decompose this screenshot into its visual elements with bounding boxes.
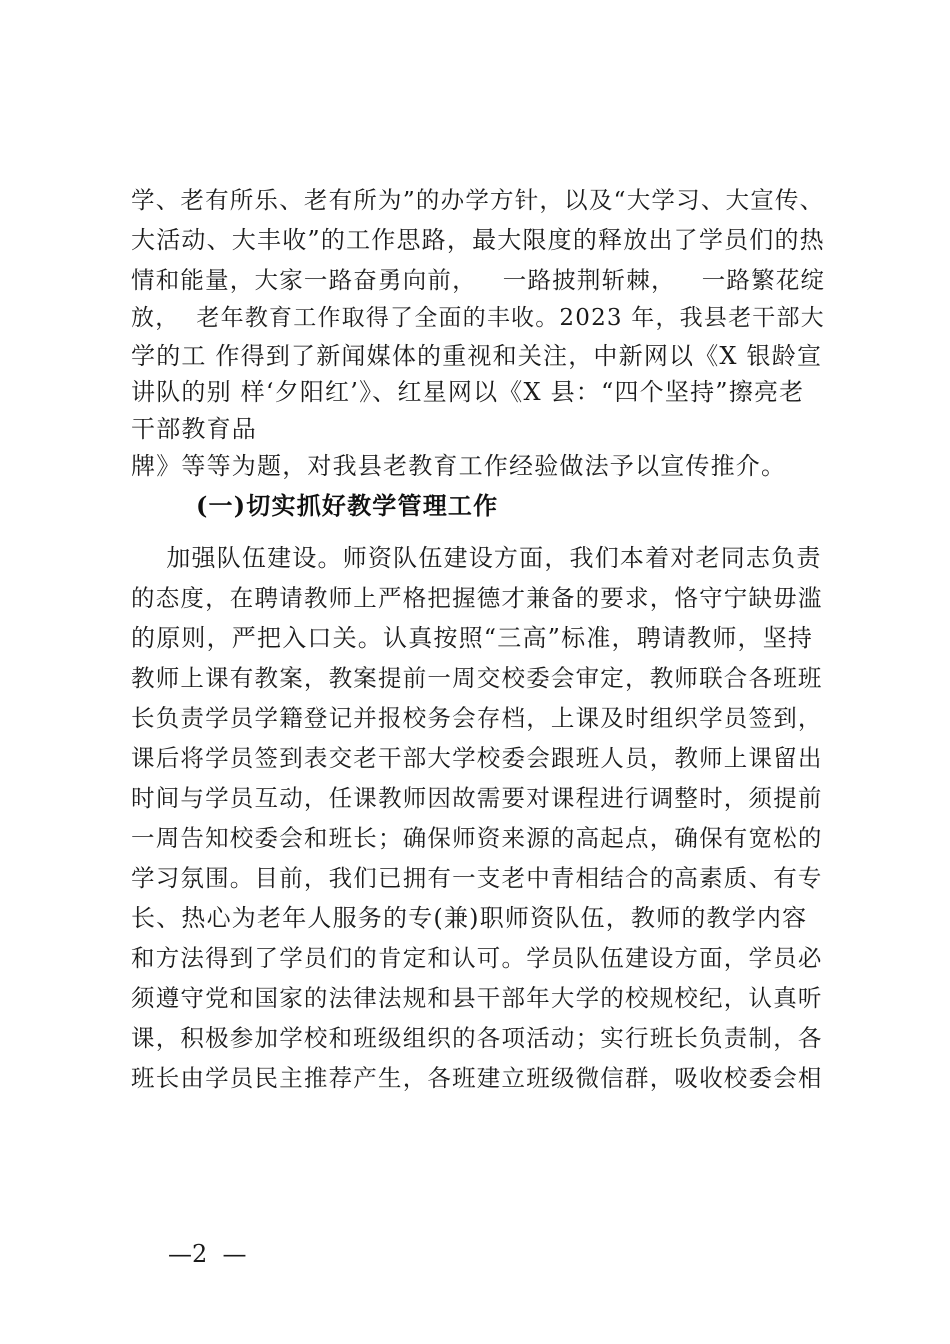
paragraph-2-line-11: 和方法得到了学员们的肯定和认可。学员队伍建设方面，学员必	[131, 944, 823, 972]
paragraph-1-line-5: 学的工 作得到了新闻媒体的重视和关注，中新网以《X 银龄宣	[131, 342, 823, 370]
paragraph-1-line-6: 讲队的别 样‘夕阳红’》、红星网以《X 县：“四个坚持”擦亮老	[131, 378, 805, 406]
page-number: —2 —	[168, 1240, 247, 1268]
paragraph-2-line-7: 时间与学员互动，任课教师因故需要对课程进行调整时，须提前	[131, 784, 823, 812]
paragraph-2-line-2: 的态度，在聘请教师上严格把握德才兼备的要求，恪守宁缺毋滥	[131, 584, 823, 612]
paragraph-2-line-9: 学习氛围。目前，我们已拥有一支老中青相结合的高素质、有专	[131, 864, 823, 892]
paragraph-1-line-7: 干部教育品	[131, 415, 257, 443]
paragraph-2-line-14: 班长由学员民主推荐产生，各班建立班级微信群，吸收校委会相	[131, 1064, 823, 1092]
paragraph-2-line-13: 课，积极参加学校和班级组织的各项活动；实行班长负责制，各	[131, 1024, 823, 1052]
paragraph-1-line-1: 学、老有所乐、老有所为”的办学方针，以及“大学习、大宣传、	[131, 186, 825, 214]
paragraph-2-line-1: 加强队伍建设。师资队伍建设方面，我们本着对老同志负责	[131, 544, 822, 572]
paragraph-2-line-12: 须遵守党和国家的法律法规和县干部年大学的校规校纪，认真听	[131, 984, 823, 1012]
paragraph-1-line-8: 牌》等等为题，对我县老教育工作经验做法予以宣传推介。	[131, 452, 787, 480]
paragraph-1-line-2: 大活动、大丰收”的工作思路，最大限度的释放出了学员们的热	[131, 226, 825, 254]
paragraph-2-line-8: 一周告知校委会和班长；确保师资来源的高起点，确保有宽松的	[131, 824, 823, 852]
paragraph-1-line-3: 情和能量，大家一路奋勇向前， 一路披荆斩棘， 一路繁花绽	[131, 266, 826, 294]
paragraph-2-line-4: 教师上课有教案，教案提前一周交校委会审定，教师联合各班班	[131, 664, 823, 692]
section-heading: (一)切实抓好教学管理工作	[196, 491, 499, 520]
paragraph-2-line-5: 长负责学员学籍登记并报校务会存档，上课及时组织学员签到，	[131, 704, 823, 732]
paragraph-2-line-6: 课后将学员签到表交老干部大学校委会跟班人员，教师上课留出	[131, 744, 823, 772]
paragraph-1-line-4: 放， 老年教育工作取得了全面的丰收。2023 年，我县老干部大	[131, 305, 825, 331]
paragraph-2-line-3: 的原则，严把入口关。认真按照“三高”标准，聘请教师，坚持	[131, 624, 814, 652]
paragraph-2-line-10: 长、热心为老年人服务的专(兼)职师资队伍，教师的教学内容	[131, 904, 808, 932]
